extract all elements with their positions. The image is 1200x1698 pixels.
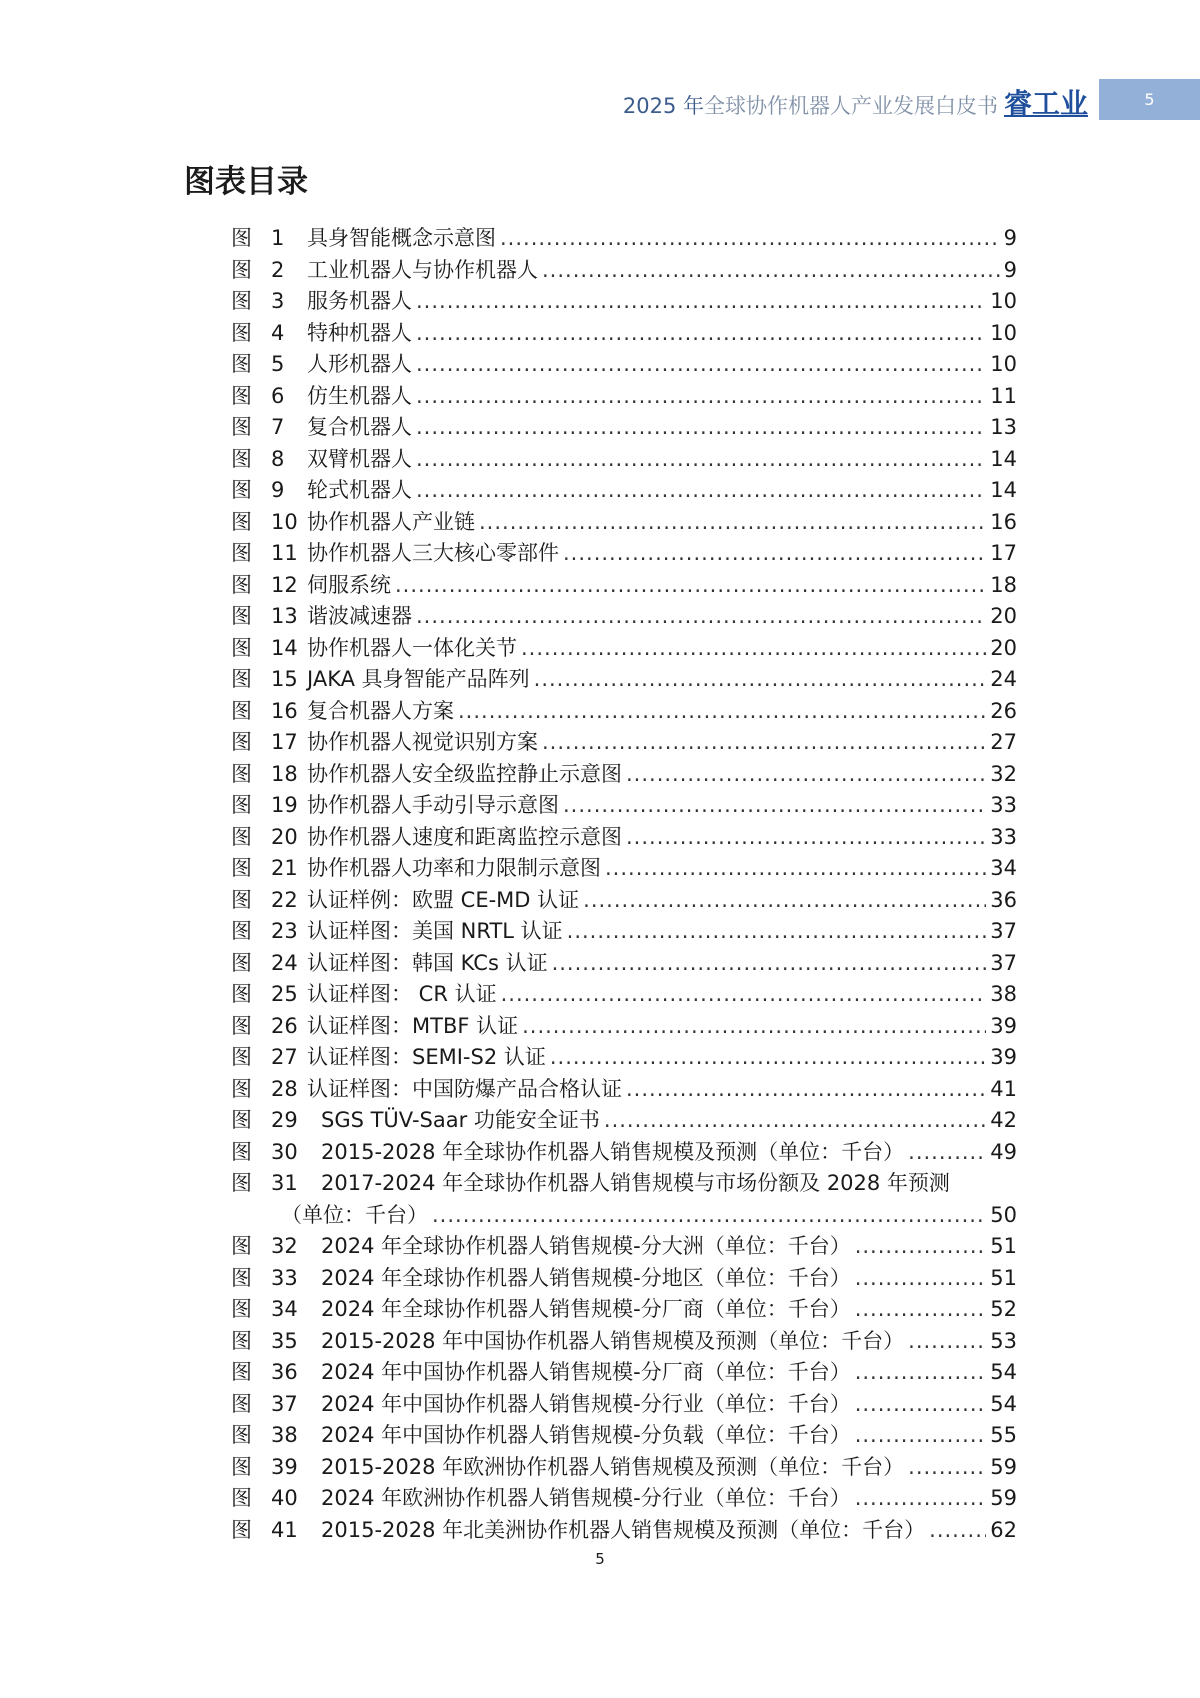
entry-title: 仿生机器人 — [307, 383, 412, 408]
figure-number: 35 — [271, 1328, 298, 1353]
entry-page: 52 — [990, 1297, 1017, 1321]
dot-leader — [479, 510, 986, 534]
figure-label: 图 — [231, 1108, 252, 1132]
dot-leader — [432, 1203, 986, 1227]
entry-page: 16 — [990, 509, 1017, 534]
entry-title: 认证样图：韩国 KCs 认证 — [307, 950, 548, 975]
figure-number: 20 — [271, 824, 298, 849]
figure-label: 图 — [231, 982, 252, 1006]
toc-entry[interactable] — [231, 884, 1017, 916]
entry-title: 认证样图： CR 认证 — [307, 982, 497, 1006]
toc-entry[interactable] — [231, 1388, 1017, 1420]
dot-leader — [855, 1486, 987, 1510]
figure-label: 图 — [231, 289, 252, 313]
entry-page: 14 — [990, 478, 1017, 502]
figure-label: 图 — [231, 698, 252, 723]
dot-leader — [855, 1234, 987, 1258]
dot-leader — [534, 667, 987, 691]
figure-number: 24 — [271, 950, 298, 975]
figure-list — [231, 222, 1017, 1545]
dot-leader — [626, 1077, 986, 1101]
entry-page: 59 — [990, 1486, 1017, 1510]
toc-entry[interactable] — [231, 978, 1017, 1010]
figure-label: 图 — [231, 1517, 252, 1542]
toc-entry[interactable] — [231, 254, 1017, 286]
toc-entry[interactable] — [231, 537, 1017, 569]
figure-label: 图 — [231, 824, 252, 849]
entry-page: 27 — [990, 730, 1017, 754]
toc-entry[interactable] — [231, 443, 1017, 475]
figure-number: 34 — [271, 1297, 298, 1321]
figure-number: 2 — [271, 257, 285, 282]
entry-page: 39 — [990, 1045, 1017, 1069]
dot-leader — [563, 793, 986, 817]
entry-title: 2015-2028 年中国协作机器人销售规模及预测（单位：千台） — [321, 1328, 905, 1353]
dot-leader — [855, 1266, 987, 1290]
toc-entry[interactable] — [231, 285, 1017, 317]
figure-label: 图 — [231, 1013, 252, 1038]
entry-page: 53 — [990, 1328, 1017, 1353]
header-page-number: 5 — [1099, 79, 1200, 120]
dot-leader — [552, 951, 987, 975]
entry-title: 2015-2028 年全球协作机器人销售规模及预测（单位：千台） — [321, 1139, 905, 1164]
toc-entry[interactable] — [231, 474, 1017, 506]
entry-title: 协作机器人安全级监控静止示意图 — [307, 761, 622, 786]
figure-number: 14 — [271, 635, 298, 660]
toc-entry[interactable] — [231, 1167, 1017, 1199]
dot-leader — [416, 352, 986, 376]
entry-page: 18 — [990, 572, 1017, 597]
dot-leader — [416, 478, 986, 502]
figure-number: 11 — [271, 541, 298, 565]
entry-title: 协作机器人产业链 — [307, 509, 475, 534]
toc-entry[interactable] — [231, 821, 1017, 853]
entry-page: 10 — [990, 352, 1017, 376]
figure-label: 图 — [231, 1045, 252, 1069]
figure-number: 31 — [271, 1171, 298, 1195]
entry-title: 2024 年中国协作机器人销售规模-分行业（单位：千台） — [321, 1391, 851, 1416]
dot-leader — [908, 1455, 986, 1479]
entry-title: 认证样图：SEMI-S2 认证 — [307, 1045, 546, 1069]
toc-entry[interactable] — [231, 1230, 1017, 1262]
figure-label: 图 — [231, 415, 252, 439]
figure-number: 19 — [271, 793, 298, 817]
entry-title: 2024 年全球协作机器人销售规模-分地区（单位：千台） — [321, 1265, 851, 1290]
dot-leader — [416, 604, 986, 628]
dot-leader — [416, 384, 986, 408]
entry-title: 协作机器人一体化关节 — [307, 635, 517, 660]
entry-page: 33 — [990, 793, 1017, 817]
toc-entry[interactable] — [231, 222, 1017, 254]
figure-label: 图 — [231, 1328, 252, 1353]
toc-entry[interactable] — [231, 1262, 1017, 1294]
entry-page: 26 — [990, 698, 1017, 723]
figure-label: 图 — [231, 1486, 252, 1510]
entry-title: 认证样图：美国 NRTL 认证 — [307, 919, 563, 943]
figure-number: 8 — [271, 446, 285, 471]
toc-entry[interactable] — [231, 852, 1017, 884]
toc-entry[interactable] — [231, 915, 1017, 947]
figure-number: 12 — [271, 572, 298, 597]
toc-entry[interactable] — [231, 789, 1017, 821]
figure-label: 图 — [231, 1076, 252, 1101]
toc-entry[interactable] — [231, 1010, 1017, 1042]
entry-title: JAKA 具身智能产品阵列 — [307, 667, 530, 691]
toc-entry[interactable] — [231, 1041, 1017, 1073]
figure-number: 30 — [271, 1139, 298, 1164]
entry-page: 55 — [990, 1423, 1017, 1447]
entry-page: 37 — [990, 919, 1017, 943]
toc-entry[interactable] — [231, 1104, 1017, 1136]
figure-label: 图 — [231, 1454, 252, 1479]
toc-entry[interactable] — [231, 632, 1017, 664]
entry-title: 2015-2028 年北美洲协作机器人销售规模及预测（单位：千台） — [321, 1517, 926, 1542]
figure-number: 18 — [271, 761, 298, 786]
entry-page: 59 — [990, 1454, 1017, 1479]
figure-number: 40 — [271, 1486, 298, 1510]
dot-leader — [855, 1360, 987, 1384]
page-title: 图表目录 — [184, 164, 308, 200]
entry-title: 2024 年全球协作机器人销售规模-分大洲（单位：千台） — [321, 1234, 851, 1258]
figure-number: 33 — [271, 1265, 298, 1290]
entry-page: 37 — [990, 950, 1017, 975]
figure-label: 图 — [231, 1171, 252, 1195]
entry-page: 54 — [990, 1391, 1017, 1416]
toc-entry[interactable] — [231, 1325, 1017, 1357]
toc-entry[interactable] — [231, 317, 1017, 349]
toc-entry[interactable] — [231, 1419, 1017, 1451]
dot-leader — [550, 1045, 986, 1069]
dot-leader — [500, 226, 1000, 250]
figure-label: 图 — [231, 950, 252, 975]
figure-label: 图 — [231, 604, 252, 628]
dot-leader — [542, 258, 1000, 282]
entry-page: 54 — [990, 1360, 1017, 1384]
entry-title: 特种机器人 — [307, 320, 412, 345]
figure-label: 图 — [231, 887, 252, 912]
entry-page: 20 — [990, 604, 1017, 628]
dot-leader — [542, 730, 986, 754]
entry-title: 协作机器人速度和距离监控示意图 — [307, 824, 622, 849]
dot-leader — [855, 1423, 987, 1447]
dot-leader — [416, 447, 986, 471]
toc-entry[interactable] — [231, 758, 1017, 790]
toc-entry[interactable] — [231, 947, 1017, 979]
entry-page: 32 — [990, 761, 1017, 786]
entry-title: 复合机器人 — [307, 415, 412, 439]
figure-number: 1 — [271, 226, 285, 250]
entry-title: 2024 年欧洲协作机器人销售规模-分行业（单位：千台） — [321, 1486, 851, 1510]
entry-title: 认证样图：中国防爆产品合格认证 — [307, 1076, 622, 1101]
entry-page: 51 — [990, 1265, 1017, 1290]
entry-page: 42 — [990, 1108, 1017, 1132]
dot-leader — [521, 636, 986, 660]
figure-number: 16 — [271, 698, 298, 723]
figure-number: 28 — [271, 1076, 298, 1101]
figure-label: 图 — [231, 383, 252, 408]
figure-number: 25 — [271, 982, 298, 1006]
entry-page: 17 — [990, 541, 1017, 565]
entry-page: 33 — [990, 824, 1017, 849]
toc-entry[interactable] — [231, 600, 1017, 632]
dot-leader — [416, 289, 986, 313]
figure-label: 图 — [231, 1265, 252, 1290]
dot-leader — [626, 762, 986, 786]
toc-entry[interactable] — [231, 1073, 1017, 1105]
figure-label: 图 — [231, 1391, 252, 1416]
entry-page: 36 — [990, 887, 1017, 912]
entry-page: 34 — [990, 856, 1017, 880]
dot-leader — [855, 1392, 987, 1416]
figure-number: 13 — [271, 604, 298, 628]
toc-entry[interactable] — [231, 1514, 1017, 1546]
entry-title: 2024 年全球协作机器人销售规模-分厂商（单位：千台） — [321, 1297, 851, 1321]
figure-number: 29 — [271, 1108, 298, 1132]
figure-number: 38 — [271, 1423, 298, 1447]
dot-leader — [908, 1329, 986, 1353]
entry-title: 协作机器人手动引导示意图 — [307, 793, 559, 817]
entry-page: 14 — [990, 446, 1017, 471]
dot-leader — [416, 321, 986, 345]
entry-title: 人形机器人 — [307, 352, 412, 376]
toc-entry[interactable] — [231, 695, 1017, 727]
figure-number: 36 — [271, 1360, 298, 1384]
dot-leader — [563, 541, 986, 565]
brand-logo: 睿工业 — [1003, 87, 1088, 120]
figure-label: 图 — [231, 320, 252, 345]
entry-page: 11 — [990, 383, 1017, 408]
figure-number: 9 — [271, 478, 285, 502]
toc-entry[interactable] — [231, 1293, 1017, 1325]
figure-label: 图 — [231, 1423, 252, 1447]
figure-label: 图 — [231, 761, 252, 786]
figure-number: 6 — [271, 383, 285, 408]
entry-title: SGS TÜV-Saar 功能安全证书 — [321, 1108, 600, 1132]
entry-title: 协作机器人三大核心零部件 — [307, 541, 559, 565]
entry-page: 24 — [990, 667, 1017, 691]
figure-number: 32 — [271, 1234, 298, 1258]
entry-page: 9 — [1003, 257, 1017, 282]
figure-label: 图 — [231, 1139, 252, 1164]
entry-title: 具身智能概念示意图 — [307, 226, 496, 250]
figure-label: 图 — [231, 667, 252, 691]
entry-title: 认证样例：欧盟 CE-MD 认证 — [307, 887, 580, 912]
figure-number: 21 — [271, 856, 298, 880]
figure-number: 5 — [271, 352, 285, 376]
entry-title: 复合机器人方案 — [307, 698, 454, 723]
entry-title: 工业机器人与协作机器人 — [307, 257, 538, 282]
figure-label: 图 — [231, 1360, 252, 1384]
figure-label: 图 — [231, 1297, 252, 1321]
toc-entry[interactable] — [231, 1136, 1017, 1168]
entry-page: 10 — [990, 320, 1017, 345]
figure-number: 22 — [271, 887, 298, 912]
figure-label: 图 — [231, 793, 252, 817]
figure-number: 23 — [271, 919, 298, 943]
dot-leader — [522, 1014, 986, 1038]
toc-entry[interactable] — [231, 1451, 1017, 1483]
entry-title: 协作机器人功率和力限制示意图 — [307, 856, 601, 880]
dot-leader — [929, 1518, 986, 1542]
figure-number: 27 — [271, 1045, 298, 1069]
figure-number: 39 — [271, 1454, 298, 1479]
figure-number: 7 — [271, 415, 285, 439]
figure-number: 10 — [271, 509, 298, 534]
entry-title: 谐波减速器 — [307, 604, 412, 628]
figure-number: 17 — [271, 730, 298, 754]
entry-title: 双臂机器人 — [307, 446, 412, 471]
dot-leader — [567, 919, 987, 943]
dot-leader — [605, 856, 986, 880]
figure-label: 图 — [231, 226, 252, 250]
toc-entry-continuation[interactable] — [231, 1199, 1017, 1231]
figure-label: 图 — [231, 730, 252, 754]
dot-leader — [395, 573, 986, 597]
entry-page: 50 — [990, 1202, 1017, 1227]
figure-label: 图 — [231, 352, 252, 376]
entry-page: 51 — [990, 1234, 1017, 1258]
figure-label: 图 — [231, 572, 252, 597]
entry-page: 49 — [990, 1139, 1017, 1164]
toc-entry[interactable] — [231, 348, 1017, 380]
figure-label: 图 — [231, 856, 252, 880]
figure-label: 图 — [231, 635, 252, 660]
header-doc-title: 全球协作机器人产业发展白皮书 — [703, 94, 998, 118]
figure-label: 图 — [231, 478, 252, 502]
toc-entry[interactable] — [231, 380, 1017, 412]
entry-title: 轮式机器人 — [307, 478, 412, 502]
figure-number: 26 — [271, 1013, 298, 1038]
figure-label: 图 — [231, 541, 252, 565]
entry-page: 62 — [990, 1517, 1017, 1542]
figure-label: 图 — [231, 1234, 252, 1258]
header-year: 2025 年 — [622, 94, 704, 118]
dot-leader — [908, 1140, 986, 1164]
toc-entry[interactable] — [231, 1482, 1017, 1514]
figure-label: 图 — [231, 509, 252, 534]
dot-leader — [604, 1108, 986, 1132]
entry-title-cont: （单位：千台） — [281, 1202, 428, 1227]
entry-page: 39 — [990, 1013, 1017, 1038]
entry-title: 2015-2028 年欧洲协作机器人销售规模及预测（单位：千台） — [321, 1454, 905, 1479]
dot-leader — [855, 1297, 987, 1321]
figure-number: 41 — [271, 1517, 298, 1542]
dot-leader — [501, 982, 987, 1006]
figure-number: 3 — [271, 289, 285, 313]
figure-label: 图 — [231, 919, 252, 943]
entry-title: 伺服系统 — [307, 572, 391, 597]
figure-label: 图 — [231, 257, 252, 282]
toc-entry[interactable] — [231, 726, 1017, 758]
entry-page: 10 — [990, 289, 1017, 313]
dot-leader — [583, 888, 986, 912]
figure-number: 15 — [271, 667, 298, 691]
toc-entry[interactable] — [231, 663, 1017, 695]
entry-page: 9 — [1003, 226, 1017, 250]
toc-entry[interactable] — [231, 569, 1017, 601]
figure-number: 37 — [271, 1391, 298, 1416]
entry-page: 41 — [990, 1076, 1017, 1101]
entry-title: 2017-2024 年全球协作机器人销售规模与市场份额及 2028 年预测 — [321, 1171, 950, 1195]
running-header — [623, 82, 1088, 122]
entry-page: 20 — [990, 635, 1017, 660]
dot-leader — [416, 415, 986, 439]
dot-leader — [458, 699, 986, 723]
entry-title: 认证样图：MTBF 认证 — [307, 1013, 519, 1038]
entry-page: 38 — [990, 982, 1017, 1006]
figure-number: 4 — [271, 320, 285, 345]
footer-page-number: 5 — [595, 1550, 605, 1568]
entry-title: 服务机器人 — [307, 289, 412, 313]
entry-title: 2024 年中国协作机器人销售规模-分负载（单位：千台） — [321, 1423, 851, 1447]
entry-title: 2024 年中国协作机器人销售规模-分厂商（单位：千台） — [321, 1360, 851, 1384]
entry-title: 协作机器人视觉识别方案 — [307, 730, 538, 754]
figure-label: 图 — [231, 446, 252, 471]
dot-leader — [626, 825, 986, 849]
toc-entry[interactable] — [231, 506, 1017, 538]
toc-entry[interactable] — [231, 411, 1017, 443]
entry-page: 13 — [990, 415, 1017, 439]
toc-entry[interactable] — [231, 1356, 1017, 1388]
